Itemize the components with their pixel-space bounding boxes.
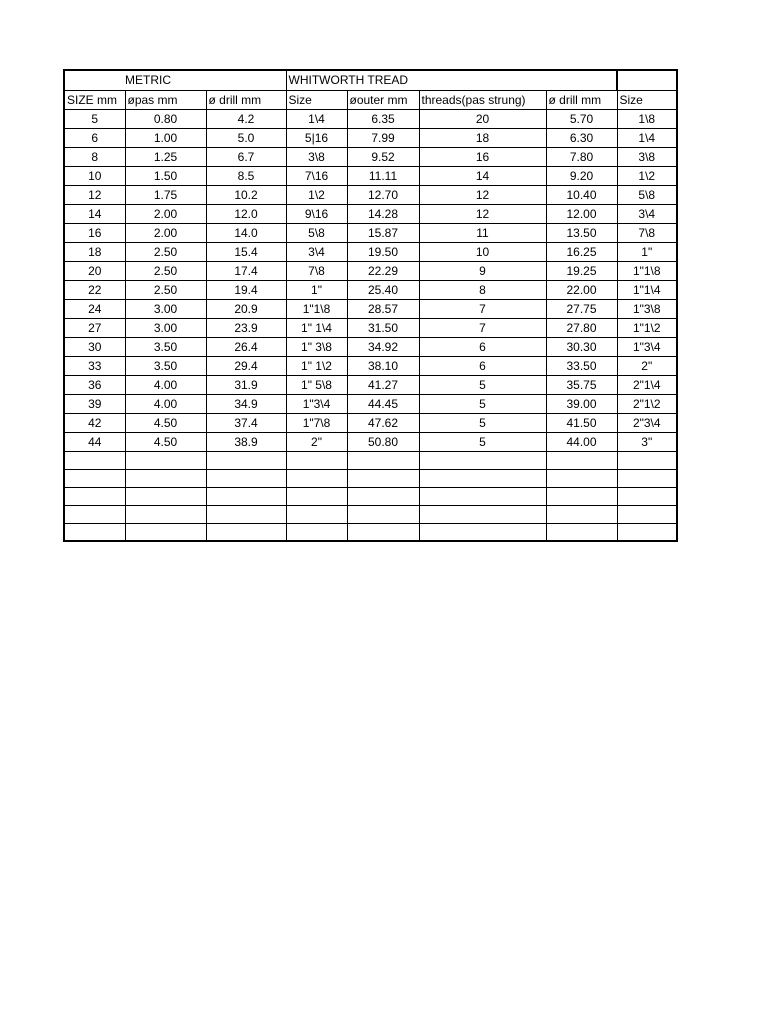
table-cell: 44.00 xyxy=(546,432,617,451)
table-row xyxy=(64,337,677,356)
table-cell: 38.9 xyxy=(206,432,286,451)
table-cell: 1\8 xyxy=(617,109,677,128)
table-cell xyxy=(286,451,347,469)
table-cell: 14.28 xyxy=(347,204,419,223)
table-cell: 1" 1\4 xyxy=(286,318,347,337)
table-cell: 14 xyxy=(419,166,546,185)
table-cell: 1"3\8 xyxy=(617,299,677,318)
column-header: Size xyxy=(617,90,677,109)
table-cell xyxy=(206,505,286,523)
table-cell: 10 xyxy=(64,166,125,185)
table-row xyxy=(64,523,677,541)
table-cell: 8 xyxy=(64,147,125,166)
table-cell xyxy=(64,523,125,541)
table-cell: 30.30 xyxy=(546,337,617,356)
table-cell xyxy=(125,451,206,469)
table-cell: 5.0 xyxy=(206,128,286,147)
table-cell: 8 xyxy=(419,280,546,299)
table-cell: 7.99 xyxy=(347,128,419,147)
table-cell: 26.4 xyxy=(206,337,286,356)
table-cell: 2.50 xyxy=(125,242,206,261)
table-cell: 22 xyxy=(64,280,125,299)
table-cell: 2.00 xyxy=(125,223,206,242)
table-cell: 29.4 xyxy=(206,356,286,375)
table-cell: 2"1\2 xyxy=(617,394,677,413)
table-row xyxy=(64,505,677,523)
table-cell: 4.2 xyxy=(206,109,286,128)
table-cell: 41.27 xyxy=(347,375,419,394)
table-cell xyxy=(546,469,617,487)
table-row xyxy=(64,356,677,375)
table-cell: 3\8 xyxy=(617,147,677,166)
table-cell: 9.52 xyxy=(347,147,419,166)
table-cell: 3\4 xyxy=(617,204,677,223)
table-cell xyxy=(617,505,677,523)
table-cell: 2"3\4 xyxy=(617,413,677,432)
table-cell: 18 xyxy=(64,242,125,261)
table-cell: 5\8 xyxy=(286,223,347,242)
table-cell: 2" xyxy=(617,356,677,375)
table-cell: 14.0 xyxy=(206,223,286,242)
table-cell xyxy=(206,451,286,469)
table-cell: 19.50 xyxy=(347,242,419,261)
table-cell xyxy=(419,487,546,505)
table-cell: 1"1\4 xyxy=(617,280,677,299)
table-cell: 12.00 xyxy=(546,204,617,223)
table-row xyxy=(64,432,677,451)
table-row xyxy=(64,242,677,261)
table-cell: 10 xyxy=(419,242,546,261)
group-header-row xyxy=(64,70,677,90)
table-cell: 44 xyxy=(64,432,125,451)
table-cell: 5 xyxy=(419,375,546,394)
table-cell: 50.80 xyxy=(347,432,419,451)
group-whitworth: WHITWORTH TREAD xyxy=(286,70,617,90)
table-cell: 9 xyxy=(419,261,546,280)
table-cell: 5 xyxy=(64,109,125,128)
table-cell: 7 xyxy=(419,318,546,337)
table-cell: 6 xyxy=(419,356,546,375)
table-cell: 19.25 xyxy=(546,261,617,280)
table-cell: 47.62 xyxy=(347,413,419,432)
table-cell: 5 xyxy=(419,394,546,413)
table-cell: 9.20 xyxy=(546,166,617,185)
table-cell: 5.70 xyxy=(546,109,617,128)
table-cell: 34.9 xyxy=(206,394,286,413)
table-cell: 30 xyxy=(64,337,125,356)
table-cell xyxy=(347,487,419,505)
table-cell: 8.5 xyxy=(206,166,286,185)
column-header: ø drill mm xyxy=(546,90,617,109)
table-cell xyxy=(125,487,206,505)
column-header-row xyxy=(64,90,677,109)
table-cell xyxy=(617,469,677,487)
table-cell: 1" xyxy=(617,242,677,261)
table-cell: 17.4 xyxy=(206,261,286,280)
group-empty-cell xyxy=(617,70,677,90)
column-header: øouter mm xyxy=(347,90,419,109)
table-cell xyxy=(546,523,617,541)
table-cell xyxy=(419,523,546,541)
table-cell: 22.00 xyxy=(546,280,617,299)
column-header: ø drill mm xyxy=(206,90,286,109)
table-cell: 7\16 xyxy=(286,166,347,185)
table-cell: 1\2 xyxy=(286,185,347,204)
table-cell: 25.40 xyxy=(347,280,419,299)
table-cell: 7\8 xyxy=(617,223,677,242)
table-cell: 3" xyxy=(617,432,677,451)
table-cell: 31.50 xyxy=(347,318,419,337)
table-cell xyxy=(546,487,617,505)
table-row xyxy=(64,166,677,185)
table-cell: 1.25 xyxy=(125,147,206,166)
table-cell xyxy=(546,505,617,523)
table-cell: 24 xyxy=(64,299,125,318)
table-cell: 35.75 xyxy=(546,375,617,394)
table-cell: 20.9 xyxy=(206,299,286,318)
table-cell: 3.50 xyxy=(125,356,206,375)
table-cell xyxy=(419,451,546,469)
table-cell xyxy=(286,469,347,487)
table-cell: 5 xyxy=(419,432,546,451)
table-cell xyxy=(64,451,125,469)
table-cell: 23.9 xyxy=(206,318,286,337)
table-cell xyxy=(206,523,286,541)
table-cell: 10.2 xyxy=(206,185,286,204)
table-row xyxy=(64,223,677,242)
table-cell xyxy=(64,469,125,487)
table-cell xyxy=(617,451,677,469)
table-row xyxy=(64,394,677,413)
table-cell xyxy=(125,469,206,487)
table-cell xyxy=(206,487,286,505)
table-cell xyxy=(125,523,206,541)
table-cell: 1.50 xyxy=(125,166,206,185)
table-row xyxy=(64,299,677,318)
table-cell: 1" 5\8 xyxy=(286,375,347,394)
table-cell: 5|16 xyxy=(286,128,347,147)
table-cell xyxy=(64,487,125,505)
table-cell xyxy=(617,523,677,541)
table-cell: 4.00 xyxy=(125,375,206,394)
table-cell: 39 xyxy=(64,394,125,413)
table-cell xyxy=(347,505,419,523)
table-cell: 3.00 xyxy=(125,318,206,337)
table-cell: 16.25 xyxy=(546,242,617,261)
table-cell: 4.50 xyxy=(125,413,206,432)
table-cell: 28.57 xyxy=(347,299,419,318)
table-cell xyxy=(347,523,419,541)
table-cell: 12 xyxy=(419,204,546,223)
table-cell: 1"1\8 xyxy=(617,261,677,280)
table-cell: 27 xyxy=(64,318,125,337)
table-cell xyxy=(546,451,617,469)
table-cell: 33 xyxy=(64,356,125,375)
table-cell: 2.00 xyxy=(125,204,206,223)
table-row xyxy=(64,487,677,505)
table-cell xyxy=(286,487,347,505)
table-cell: 1"1\8 xyxy=(286,299,347,318)
table-cell: 37.4 xyxy=(206,413,286,432)
table-cell xyxy=(286,505,347,523)
table-cell: 1\4 xyxy=(286,109,347,128)
table-cell: 18 xyxy=(419,128,546,147)
table-cell: 1"1\2 xyxy=(617,318,677,337)
table-cell xyxy=(347,451,419,469)
table-cell: 1"3\4 xyxy=(286,394,347,413)
table-cell: 5 xyxy=(419,413,546,432)
table-cell: 12 xyxy=(64,185,125,204)
table-cell: 20 xyxy=(64,261,125,280)
table-cell: 1" xyxy=(286,280,347,299)
table-cell: 38.10 xyxy=(347,356,419,375)
table-cell: 1" 3\8 xyxy=(286,337,347,356)
table-cell: 5\8 xyxy=(617,185,677,204)
table-cell: 12.0 xyxy=(206,204,286,223)
table-cell: 36 xyxy=(64,375,125,394)
table-cell: 16 xyxy=(419,147,546,166)
table-cell: 1\2 xyxy=(617,166,677,185)
table-row xyxy=(64,413,677,432)
table-cell: 44.45 xyxy=(347,394,419,413)
table-cell: 12 xyxy=(419,185,546,204)
table-cell: 4.50 xyxy=(125,432,206,451)
column-header: øpas mm xyxy=(125,90,206,109)
table-cell: 7 xyxy=(419,299,546,318)
table-cell xyxy=(206,469,286,487)
table-cell: 41.50 xyxy=(546,413,617,432)
table-row xyxy=(64,128,677,147)
table-cell xyxy=(64,505,125,523)
table-row xyxy=(64,451,677,469)
table-cell: 3\8 xyxy=(286,147,347,166)
table-row xyxy=(64,280,677,299)
table-cell: 6.35 xyxy=(347,109,419,128)
table-cell: 1"3\4 xyxy=(617,337,677,356)
table-row xyxy=(64,469,677,487)
table-cell: 19.4 xyxy=(206,280,286,299)
column-header: SIZE mm xyxy=(64,90,125,109)
table-row xyxy=(64,204,677,223)
table-cell: 1.00 xyxy=(125,128,206,147)
table-cell: 2.50 xyxy=(125,280,206,299)
table-cell: 3\4 xyxy=(286,242,347,261)
table-cell: 22.29 xyxy=(347,261,419,280)
table-cell: 13.50 xyxy=(546,223,617,242)
table-cell: 2"1\4 xyxy=(617,375,677,394)
table-cell: 0.80 xyxy=(125,109,206,128)
table-cell: 7\8 xyxy=(286,261,347,280)
table-cell: 15.87 xyxy=(347,223,419,242)
table-cell xyxy=(286,523,347,541)
table-cell: 3.50 xyxy=(125,337,206,356)
table-cell: 27.75 xyxy=(546,299,617,318)
table-cell: 7.80 xyxy=(546,147,617,166)
table-row xyxy=(64,147,677,166)
table-cell: 6 xyxy=(64,128,125,147)
table-cell: 4.00 xyxy=(125,394,206,413)
table-cell: 6.7 xyxy=(206,147,286,166)
group-metric: METRIC xyxy=(64,70,286,90)
table-cell: 6 xyxy=(419,337,546,356)
table-cell: 9\16 xyxy=(286,204,347,223)
table-cell: 31.9 xyxy=(206,375,286,394)
table-cell: 11 xyxy=(419,223,546,242)
table-cell: 15.4 xyxy=(206,242,286,261)
table-cell xyxy=(419,469,546,487)
table-cell xyxy=(125,505,206,523)
table-cell: 14 xyxy=(64,204,125,223)
table-cell: 34.92 xyxy=(347,337,419,356)
thread-size-table xyxy=(63,69,678,542)
table-cell: 1\4 xyxy=(617,128,677,147)
table-cell: 2.50 xyxy=(125,261,206,280)
table-cell: 1" 1\2 xyxy=(286,356,347,375)
table-row xyxy=(64,109,677,128)
table-cell: 11.11 xyxy=(347,166,419,185)
table-cell xyxy=(419,505,546,523)
table-cell: 10.40 xyxy=(546,185,617,204)
table-cell: 3.00 xyxy=(125,299,206,318)
table-cell: 12.70 xyxy=(347,185,419,204)
table-row xyxy=(64,261,677,280)
table-cell xyxy=(347,469,419,487)
table-cell: 39.00 xyxy=(546,394,617,413)
table-cell: 27.80 xyxy=(546,318,617,337)
table-cell: 42 xyxy=(64,413,125,432)
table-cell xyxy=(617,487,677,505)
table-cell: 1.75 xyxy=(125,185,206,204)
column-header: Size xyxy=(286,90,347,109)
table-cell: 16 xyxy=(64,223,125,242)
table-cell: 20 xyxy=(419,109,546,128)
table-row xyxy=(64,185,677,204)
table-row xyxy=(64,375,677,394)
table-cell: 2" xyxy=(286,432,347,451)
table-cell: 6.30 xyxy=(546,128,617,147)
table-cell: 1"7\8 xyxy=(286,413,347,432)
table-cell: 33.50 xyxy=(546,356,617,375)
column-header: threads(pas strung) xyxy=(419,90,546,109)
table-row xyxy=(64,318,677,337)
